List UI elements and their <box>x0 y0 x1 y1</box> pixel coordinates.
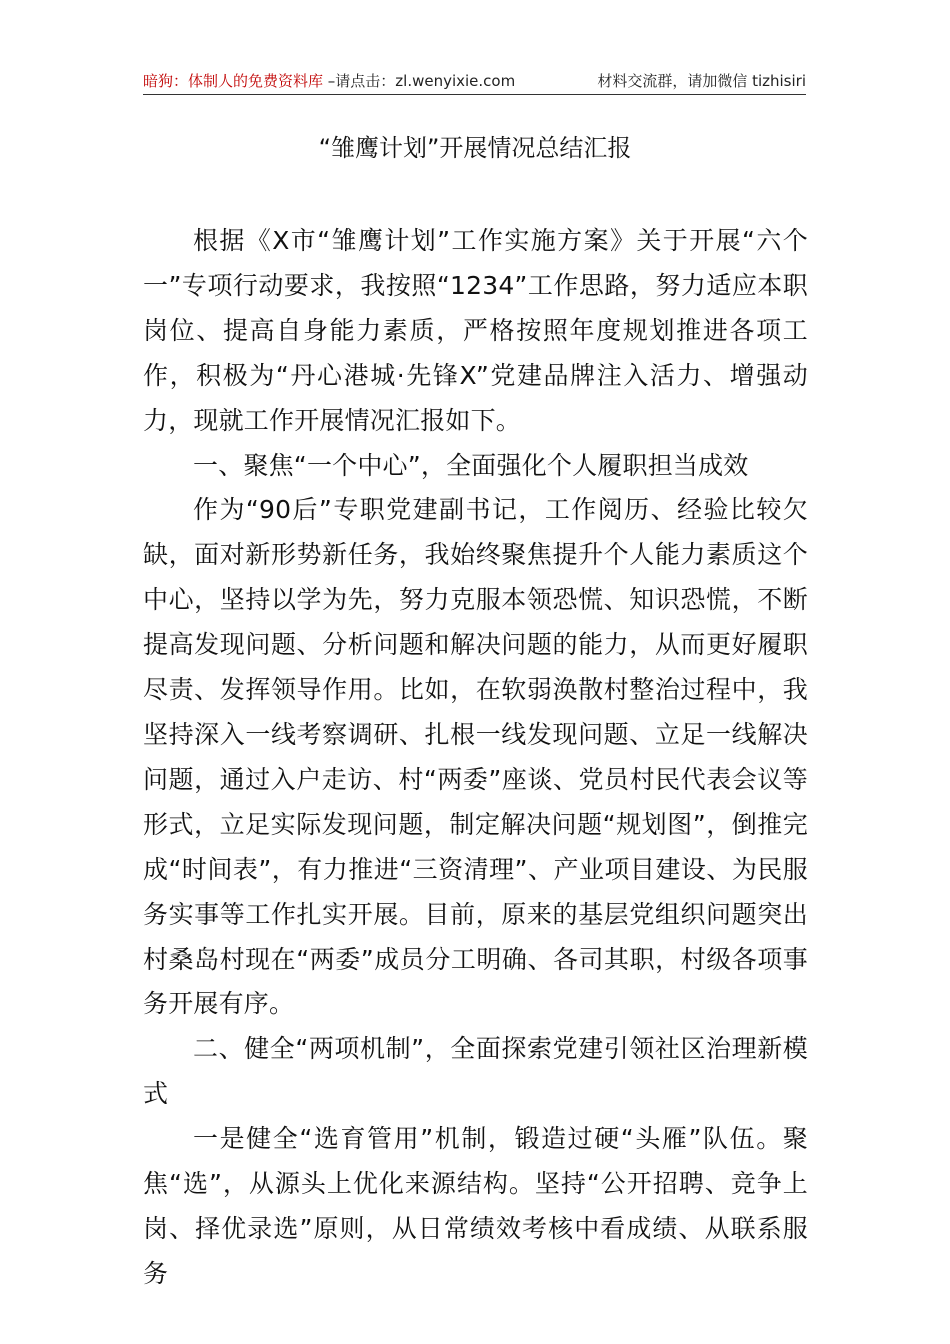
paragraph-section-one: 作为“90后”专职党建副书记，工作阅历、经验比较欠缺，面对新形势新任务，我始终聚焦提升个人能力素质这个中心，坚持以学为先，努力克服本领恐慌、知识恐慌，不断提高发现问题、分析问题和解决问题的能力，从而更好履职尽责、发挥领导作用。比如，在软弱涣散村整治过程中，我坚持深入一线考察调研、扎根一线发现问题、立足一线解决问题，通过入户走访、村“两委”座谈、党员村民代表会议等形式，立足实际发现问题，制定解决问题“规划图”，倒推完成“时间表”，有力推进“三资清理”、产业项目建设、为民服务实事等工作扎实开展。目前，原来的基层党组织问题突出村桑岛村现在“两委”成员分工明确、各司其职，村级各项事务开展有序。 <box>143 495 808 1019</box>
document-body <box>143 219 808 1297</box>
header-site-name: 暗狗：体制人的免费资料库 <box>143 72 324 90</box>
document-title: “雏鹰计划”开展情况总结汇报 <box>318 134 632 162</box>
section-heading-two: 二、健全“两项机制”，全面探索党建引领社区治理新模式 <box>143 1034 808 1109</box>
header-link-text[interactable]: –请点击：zl.wenyixie.com <box>323 72 516 90</box>
section-heading-one: 一、聚焦“一个中心”，全面强化个人履职担当成效 <box>193 450 749 480</box>
page-header <box>143 70 806 94</box>
header-contact-text: 材料交流群，请加微信 tizhisiri <box>597 72 806 90</box>
header-divider <box>143 94 806 95</box>
paragraph-section-two: 一是健全“选育管用”机制，锻造过硬“头雁”队伍。聚焦“选”，从源头上优化来源结构。坚持“公开招聘、竞争上岗、择优录选”原则，从日常绩效考核中看成绩、从联系服务 <box>143 1124 808 1288</box>
paragraph-intro: 根据《X市“雏鹰计划”工作实施方案》关于开展“六个一”专项行动要求，我按照“1234”工作思路，努力适应本职岗位、提高自身能力素质，严格按照年度规划推进各项工作，积极为“丹心港城·先锋X”党建品牌注入活力、增强动力，现就工作开展情况汇报如下。 <box>143 226 808 435</box>
